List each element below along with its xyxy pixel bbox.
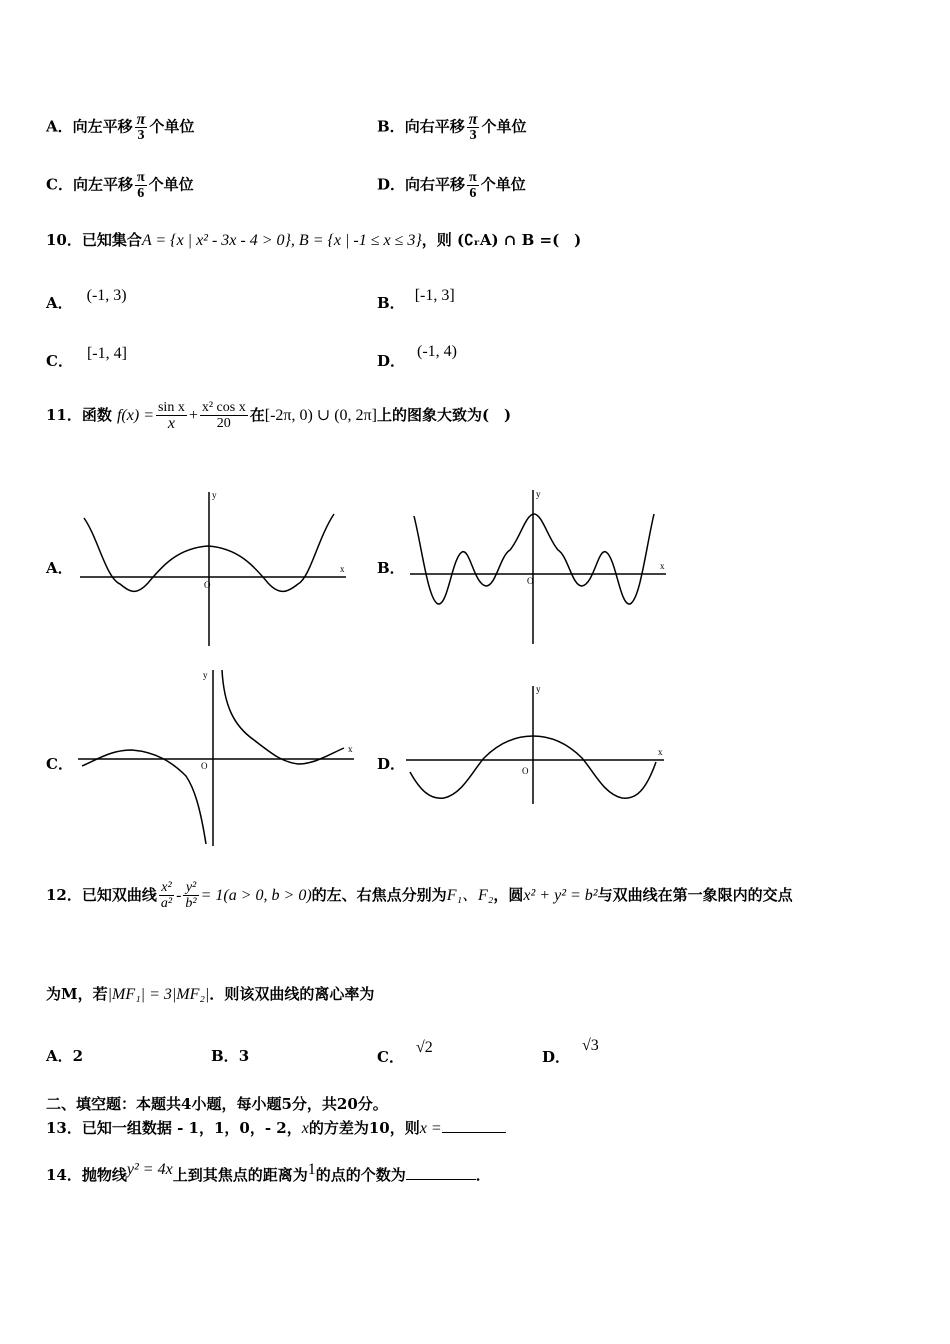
question-number: 13． xyxy=(46,1119,82,1137)
option-label: A． xyxy=(46,294,73,312)
option-unit: 个单位 xyxy=(480,175,526,194)
answer-prefix: x = xyxy=(419,1120,442,1137)
option-label: C． xyxy=(377,1048,404,1066)
q12-option-b xyxy=(211,1045,249,1066)
option-unit: 个单位 xyxy=(481,117,527,136)
q11-option-c-label: C． xyxy=(46,755,73,773)
option-text: 向左平移 xyxy=(72,175,133,194)
question-text: ，圆 xyxy=(493,886,524,904)
question-ask: ，则 (∁ᵣA) ∩ B =( ) xyxy=(421,231,582,249)
fraction xyxy=(467,112,480,143)
option-value: (-1, 3) xyxy=(86,287,127,304)
numerator: π xyxy=(136,170,145,185)
fraction xyxy=(183,880,198,911)
origin-label: O xyxy=(522,766,529,776)
question-text: 已知一组数据 - 1，1，0，- 2， xyxy=(81,1119,302,1137)
curve-left xyxy=(82,750,206,844)
option-text: 向右平移 xyxy=(404,117,465,136)
graph-a xyxy=(78,488,350,648)
question-number: 12． xyxy=(46,886,82,904)
option-label: B． xyxy=(377,117,405,136)
graph-d xyxy=(404,682,668,808)
denominator: 3 xyxy=(137,128,145,143)
foci: F₁、F₂ xyxy=(446,887,494,904)
numerator: π xyxy=(136,111,146,128)
variable: x xyxy=(301,1120,309,1137)
question-text: 与双曲线在第一象限内的交点 xyxy=(597,886,793,904)
question-text: 已知集合 xyxy=(81,231,142,249)
q10-option-b xyxy=(377,284,455,312)
option-value: 3 xyxy=(238,1047,250,1065)
answer-blank[interactable] xyxy=(442,1118,506,1133)
denominator: a² xyxy=(160,896,173,911)
question-text: 已知双曲线 xyxy=(81,886,157,904)
numerator: π xyxy=(469,170,477,185)
function-name: f(x) = xyxy=(116,407,154,424)
option-value: (-1, 4) xyxy=(417,343,457,360)
q10-option-d xyxy=(377,340,457,370)
q12-option-a xyxy=(46,1045,83,1066)
option-value: [-1, 3] xyxy=(414,287,455,304)
y-axis-label: y xyxy=(212,490,217,500)
question-number: 11． xyxy=(46,406,82,424)
fraction xyxy=(159,880,174,911)
question-number: 10． xyxy=(46,231,82,249)
question-text: 为M，若 xyxy=(46,985,108,1003)
denominator: 3 xyxy=(469,128,477,143)
question-text: 抛物线 xyxy=(81,1166,127,1184)
period: ． xyxy=(475,1166,491,1184)
parabola-equation: y² = 4x xyxy=(126,1161,173,1178)
denominator: x xyxy=(167,415,175,432)
q9-option-c xyxy=(46,170,194,201)
denominator: 20 xyxy=(216,416,231,431)
curve-right xyxy=(222,670,344,764)
option-text: 向左平移 xyxy=(72,117,133,136)
plus-sign: + xyxy=(188,407,198,424)
option-value: √3 xyxy=(582,1037,599,1054)
question-ask: 上的图象大致为( ) xyxy=(376,406,512,424)
origin-label: O xyxy=(201,761,208,771)
x-axis-label: x xyxy=(658,747,663,757)
question-text: 的方差为10，则 xyxy=(308,1119,420,1137)
numerator: x² xyxy=(159,880,174,896)
q11-option-b-label: B． xyxy=(377,559,405,577)
set-b: , B = {x | -1 ≤ x ≤ 3} xyxy=(290,232,422,249)
y-axis-label: y xyxy=(536,684,541,694)
y-axis-label: y xyxy=(203,670,208,680)
option-unit: 个单位 xyxy=(149,117,195,136)
question-text: 函数 xyxy=(81,406,112,424)
fraction xyxy=(135,112,148,143)
q9-option-d xyxy=(377,170,526,201)
option-value: [-1, 4] xyxy=(86,345,127,362)
answer-blank[interactable] xyxy=(406,1165,476,1180)
question-text: ．则该双曲线的离心率为 xyxy=(209,985,375,1003)
x-axis-label: x xyxy=(348,744,353,754)
y-axis-label: y xyxy=(536,489,541,499)
origin-label: O xyxy=(204,580,211,590)
option-unit: 个单位 xyxy=(148,175,194,194)
circle-equation: x² + y² = b² xyxy=(523,887,598,904)
question-text: 的点的个数为 xyxy=(315,1166,406,1184)
fraction xyxy=(467,170,479,201)
condition: |MF₁| = 3|MF₂| xyxy=(107,986,210,1003)
option-label: C． xyxy=(46,352,73,370)
option-value: √2 xyxy=(415,1039,433,1056)
x-axis-label: x xyxy=(340,564,345,574)
q10-option-c xyxy=(46,342,127,370)
option-label: A． xyxy=(46,1047,73,1065)
numerator: sin x xyxy=(157,400,185,415)
q10-option-a xyxy=(46,284,127,312)
q12-stem-line2 xyxy=(46,983,374,1004)
minus-sign: - xyxy=(176,887,182,904)
distance-value: 1 xyxy=(307,1161,316,1178)
q14-stem xyxy=(46,1158,491,1184)
section-heading: 二、填空题：本题共4小题，每小题5分，共20分。 xyxy=(46,1095,388,1113)
domain: [-2π, 0) ∪ (0, 2π] xyxy=(264,407,377,424)
question-number: 14． xyxy=(46,1166,82,1184)
q11-option-d-label: D． xyxy=(377,755,406,773)
question-text: 上到其焦点的距离为 xyxy=(172,1166,308,1184)
option-label: C． xyxy=(46,175,73,194)
numerator: y² xyxy=(183,880,198,896)
set-a: A = {x | x² - 3x - 4 > 0} xyxy=(141,232,291,249)
option-label: D． xyxy=(542,1048,571,1066)
numerator: x² cos x xyxy=(201,400,246,415)
x-axis-label: x xyxy=(660,561,665,571)
option-value: 2 xyxy=(72,1047,84,1065)
q12-stem-line1 xyxy=(46,880,793,911)
q12-option-c xyxy=(377,1036,433,1066)
q10-stem xyxy=(46,229,581,250)
q9-option-a xyxy=(46,112,194,143)
fraction xyxy=(200,400,248,431)
graph-b xyxy=(408,488,670,646)
graph-c xyxy=(76,666,358,848)
denominator: 6 xyxy=(137,186,145,201)
question-text: 的左、右焦点分别为 xyxy=(311,886,447,904)
option-label: D． xyxy=(377,175,406,194)
fraction xyxy=(156,400,187,431)
equation-rhs: = 1(a > 0, b > 0) xyxy=(200,887,312,904)
q11-stem xyxy=(46,400,511,431)
curve xyxy=(414,514,654,604)
q9-option-b xyxy=(377,112,526,143)
q12-option-d xyxy=(542,1034,599,1066)
option-text: 向右平移 xyxy=(405,175,466,194)
option-label: A． xyxy=(46,117,73,136)
option-label: B． xyxy=(377,294,405,312)
q11-option-a-label: A． xyxy=(46,559,73,577)
denominator: b² xyxy=(185,896,197,911)
q13-stem xyxy=(46,1117,506,1138)
option-label: B． xyxy=(211,1047,239,1065)
option-label: D． xyxy=(377,352,406,370)
denominator: 6 xyxy=(469,186,477,201)
origin-label: O xyxy=(527,576,534,586)
fraction xyxy=(135,170,147,201)
domain-prefix: 在 xyxy=(249,406,265,424)
numerator: π xyxy=(468,111,478,128)
